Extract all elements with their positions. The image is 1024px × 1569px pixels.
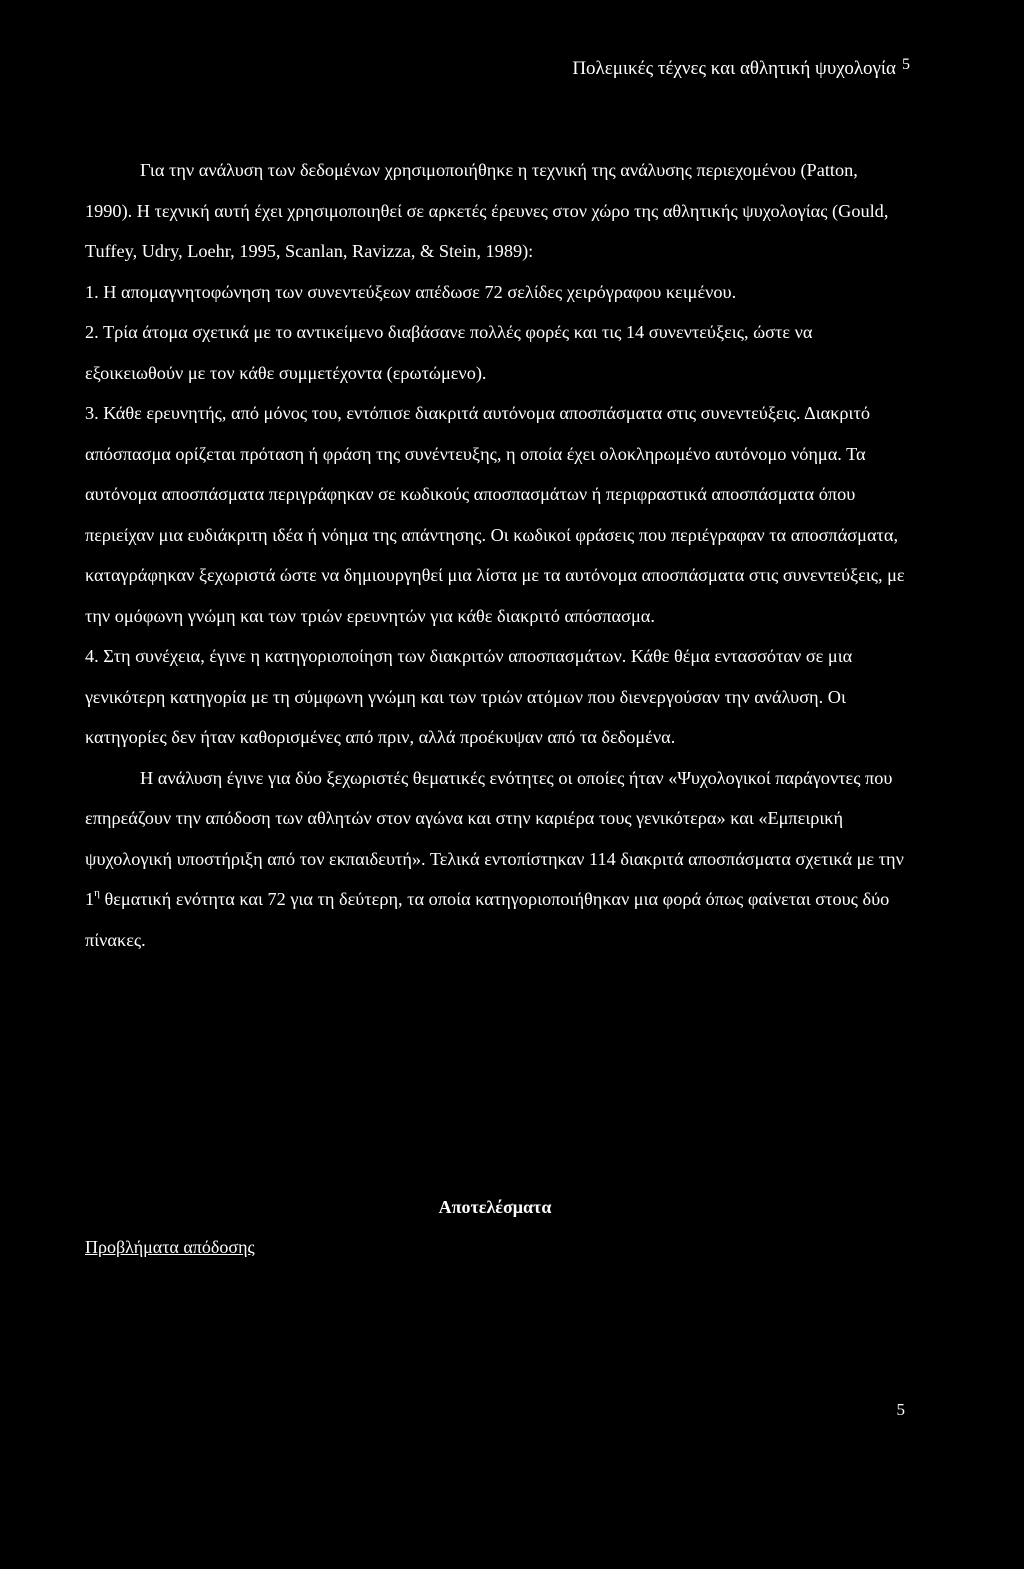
method-step-1: 1. Η απομαγνητοφώνηση των συνεντεύξεων απέδωσε 72 σελίδες χειρόγραφου κειμένου. — [85, 281, 737, 302]
page-number: 5 — [896, 1400, 905, 1419]
closing-paragraph — [85, 758, 905, 961]
running-header — [572, 58, 910, 80]
closing-text-start: Η ανάλυση έγινε για δύο ξεχωριστές θεματικές ενότητες οι οποίες ήταν «Ψυχολογικοί παράγοντες που επηρεάζουν την απόδοση των αθλητών στον αγώνα και στην καριέρα τους γενικότερα» και «Εμπειρική ψυχολογική υποστήριξη από τον εκπαιδευτή». Τελικά εντοπίστηκαν 114 διακριτά αποσπάσματα σχετικά με την 1 — [85, 767, 904, 909]
running-header-page: 5 — [902, 56, 910, 73]
closing-text-end: θεματική ενότητα και 72 για τη δεύτερη, τα οποία κατηγοριοποιήθηκαν μια φορά όπως φαίνεται στους δύο πίνακες. — [85, 889, 890, 950]
subsection-title: Προβλήματα απόδοσης — [85, 1237, 255, 1257]
method-step-3: 3. Κάθε ερευνητής, από μόνος του, εντόπισε διακριτά αυτόνομα αποσπάσματα στις συνεντεύξεις. Διακριτό απόσπασμα ορίζεται πρόταση ή φράση της συνέντευξης, η οποία έχει ολοκληρωμένο αυτόνομο νόημα. Τα αυτόνομα αποσπάσματα περιγράφηκαν σε κωδικούς αποσπασμάτων ή περιφραστικά αποσπάσματα όπου περιείχαν μια ευδιάκριτη ιδέα ή νόημα της απάντησης. Οι κωδικοί φράσεις που περιέγραφαν τα αποσπάσματα, καταγράφηκαν ξεχωριστά ώστε να δημιουργηθεί μια λίστα με τα αυτόνομα αποσπάσματα στις συνεντεύξεις, με την ομόφωνη γνώμη και των τριών ερευνητών για κάθε διακριτό απόσπασμα. — [85, 403, 905, 626]
section-title: Αποτελέσματα — [438, 1197, 552, 1217]
method-step-2: 2. Τρία άτομα σχετικά με το αντικείμενο διαβάσανε πολλές φορές και τις 14 συνεντεύξεις, ώστε να εξοικειωθούν με τον κάθε συμμετέχοντα (ερωτώμενο). — [85, 322, 813, 383]
method-step-4: 4. Στη συνέχεια, έγινε η κατηγοριοποίηση των διακριτών αποσπασμάτων. Κάθε θέμα εντασσόταν σε μια γενικότερη κατηγορία με τη σύμφωνη γνώμη και των τριών ατόμων που διενεργούσαν την ανάλυση. Οι κατηγορίες δεν ήταν καθορισμένες από πριν, αλλά προέκυψαν από τα δεδομένα. — [85, 646, 853, 747]
intro-paragraph: Για την ανάλυση των δεδομένων χρησιμοποιήθηκε η τεχνική της ανάλυσης περιεχομένου (Patton, 1990). Η τεχνική αυτή έχει χρησιμοποιηθεί σε αρκετές έρευνες στον χώρο της αθλητικής ψυχολογίας (Gould, Tuffey, Udry, Loehr, 1995, Scanlan, Ravizza, & Stein, 1989): — [85, 160, 889, 261]
ordinal-superscript: η — [94, 886, 100, 899]
body-text — [85, 150, 905, 960]
running-header-title: Πολεμικές τέχνες και αθλητική ψυχολογία — [572, 58, 896, 79]
